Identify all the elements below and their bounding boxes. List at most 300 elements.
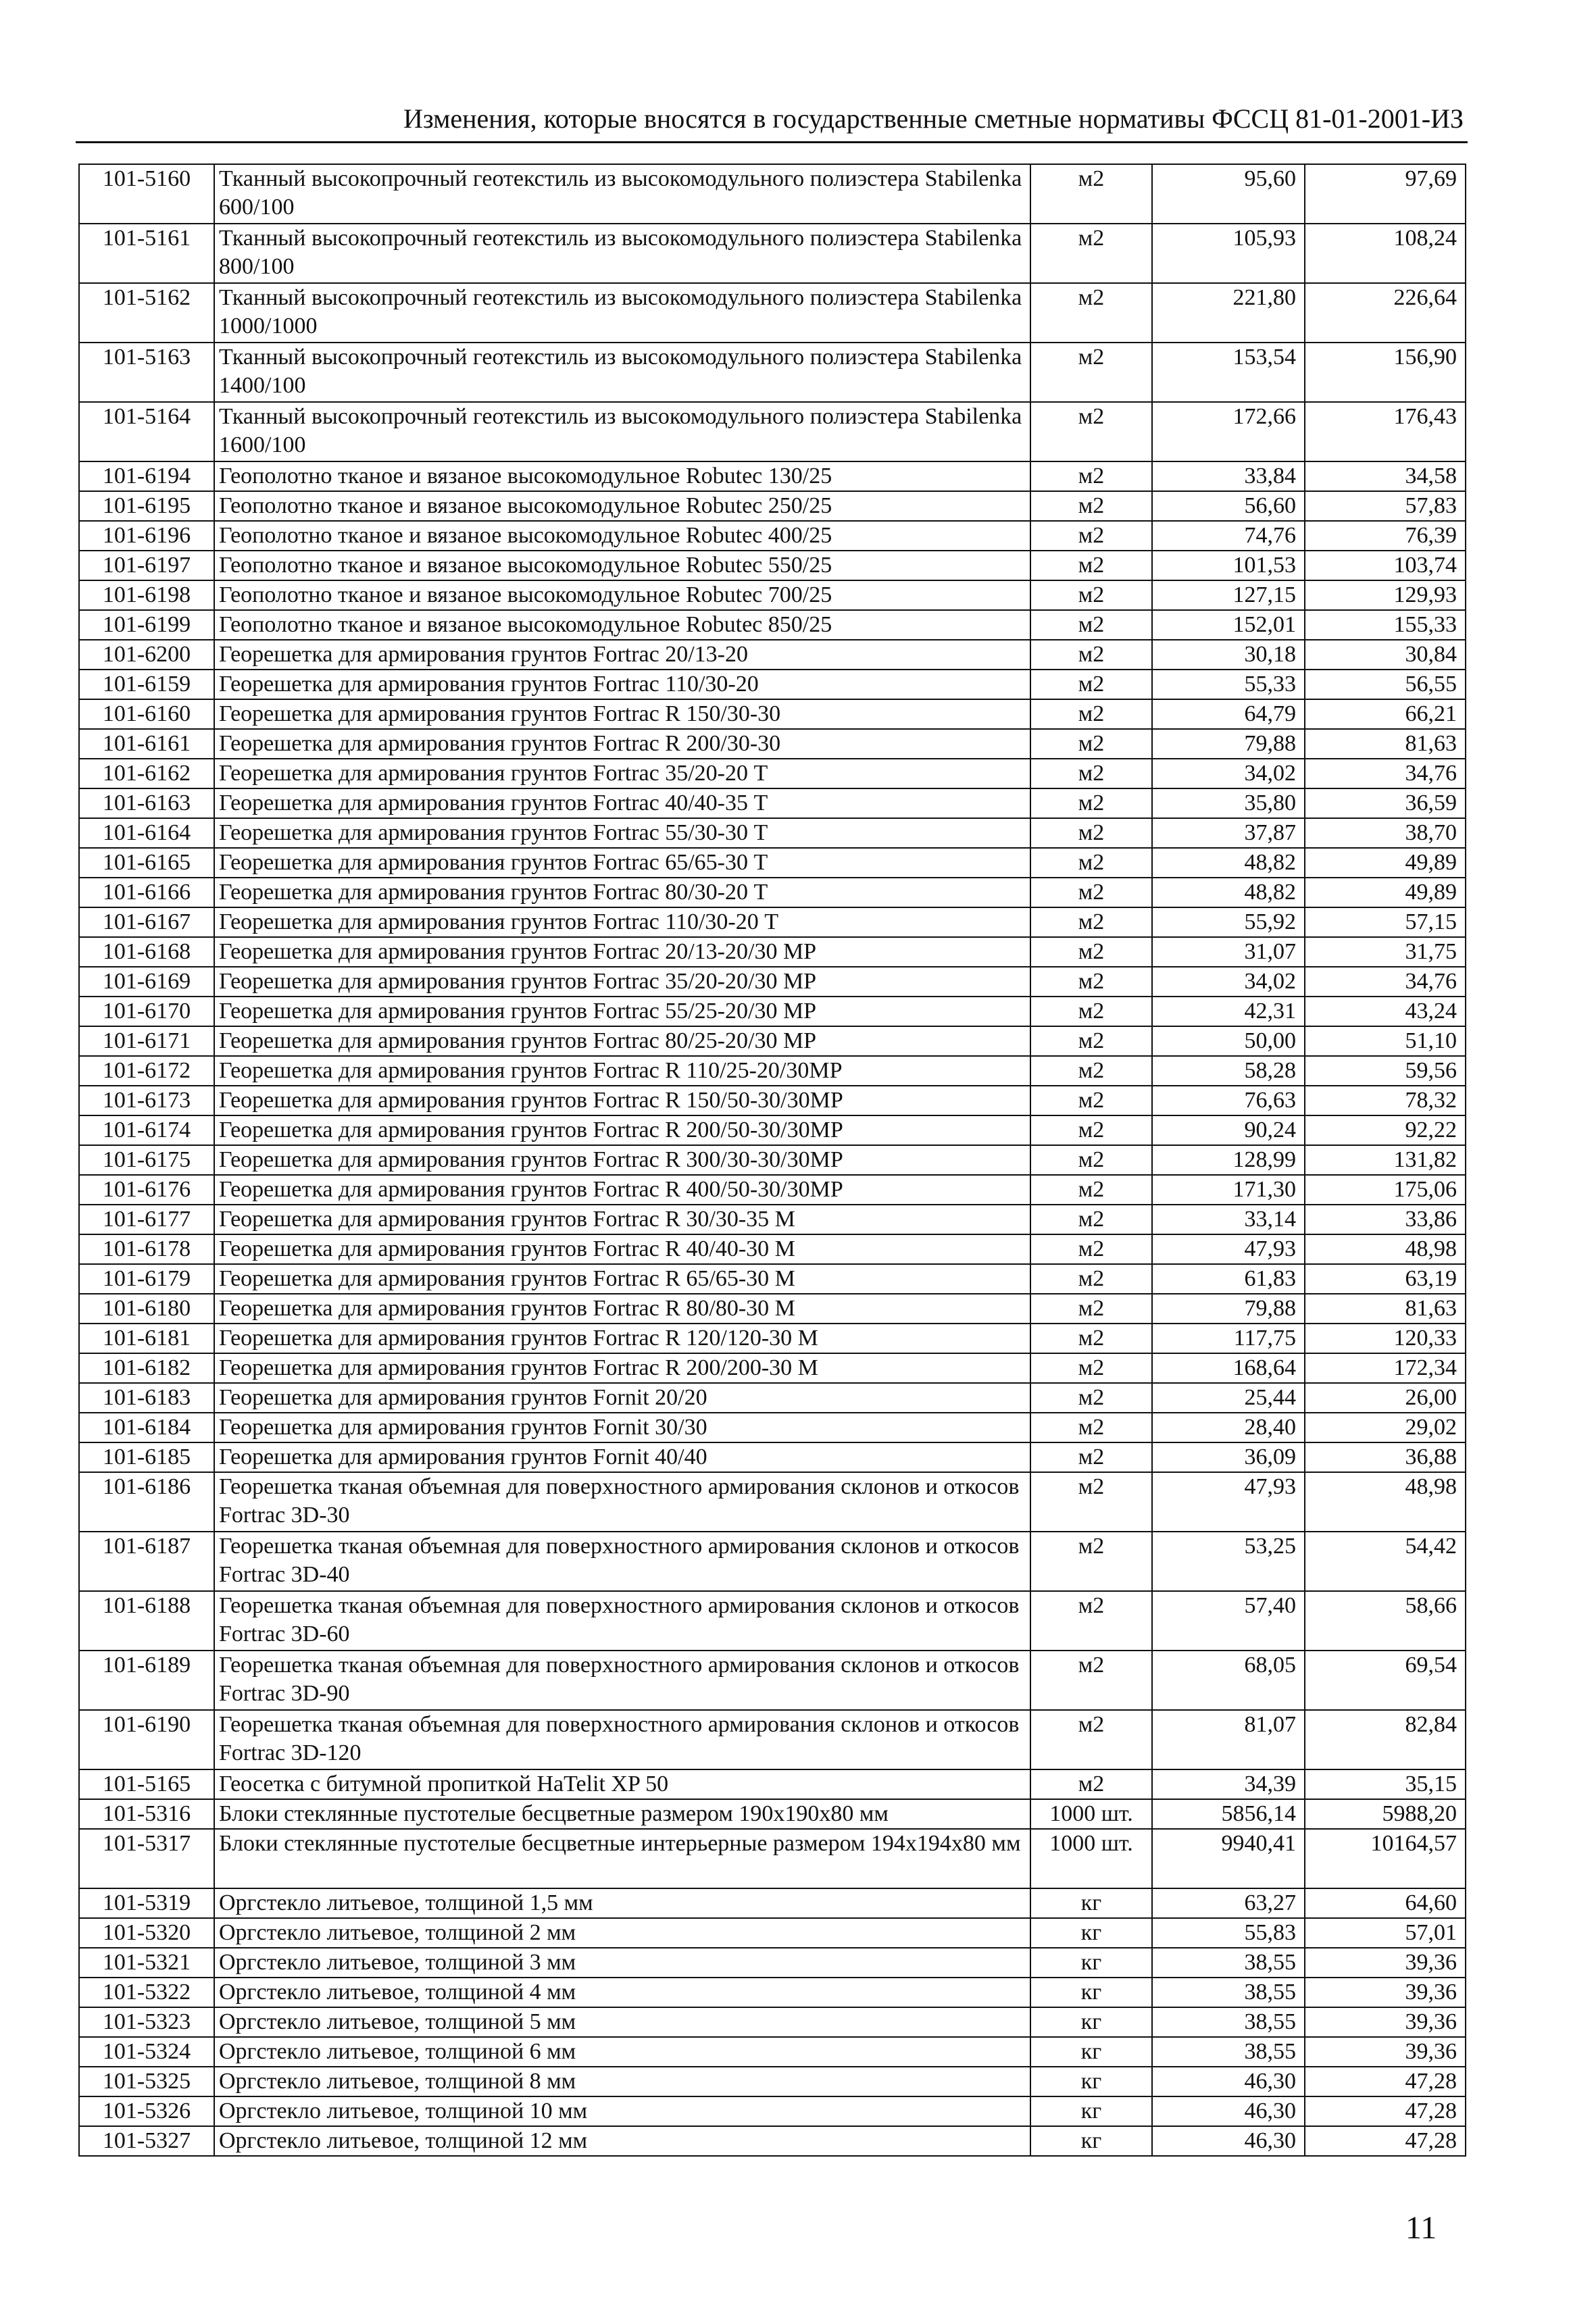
cell-price-1: 127,15 [1152,580,1305,610]
cell-price-2: 38,70 [1305,818,1466,848]
table-row [79,491,1466,521]
cell-name: Георешетка для армирования грунтов Fortrac R 200/200-30 М [214,1353,1030,1383]
cell-price-2: 10164,57 [1305,1829,1466,1888]
cell-price-1: 57,40 [1152,1591,1305,1651]
cell-unit: м2 [1030,491,1152,521]
cell-code: 101-5162 [79,283,214,343]
cell-price-2: 64,60 [1305,1888,1466,1918]
cell-price-1: 90,24 [1152,1115,1305,1145]
cell-price-2: 49,89 [1305,848,1466,878]
cell-code: 101-6177 [79,1205,214,1234]
cell-unit: м2 [1030,224,1152,283]
cell-price-2: 48,98 [1305,1234,1466,1264]
cell-name: Тканный высокопрочный геотекстиль из высокомодульного полиэстера Stabilenka 1000/1000 [214,283,1030,343]
cell-price-2: 54,42 [1305,1532,1466,1591]
cell-unit: м2 [1030,283,1152,343]
table-row [79,1026,1466,1056]
cell-price-1: 63,27 [1152,1888,1305,1918]
cell-price-2: 56,55 [1305,670,1466,699]
cell-price-1: 47,93 [1152,1234,1305,1264]
table-row [79,1769,1466,1799]
table-row [79,2007,1466,2037]
cell-name: Тканный высокопрочный геотекстиль из высокомодульного полиэстера Stabilenka 1600/100 [214,402,1030,461]
table-row [79,521,1466,551]
cell-name: Блоки стеклянные пустотелые бесцветные размером 190x190x80 мм [214,1799,1030,1829]
table-row [79,848,1466,878]
cell-name: Георешетка для армирования грунтов Fortrac 35/20-20/30 МР [214,967,1030,997]
cell-unit: м2 [1030,1294,1152,1324]
cell-price-1: 64,79 [1152,699,1305,729]
cell-unit: кг [1030,2037,1152,2067]
cell-code: 101-6182 [79,1353,214,1383]
cell-code: 101-6179 [79,1264,214,1294]
cell-unit: м2 [1030,610,1152,640]
table-row [79,551,1466,580]
cell-unit: 1000 шт. [1030,1799,1152,1829]
table-row [79,670,1466,699]
cell-unit: м2 [1030,997,1152,1026]
table-row [79,1145,1466,1175]
cell-code: 101-6160 [79,699,214,729]
cell-code: 101-6169 [79,967,214,997]
cell-unit: м2 [1030,937,1152,967]
cell-price-1: 38,55 [1152,1948,1305,1978]
cell-name: Тканный высокопрочный геотекстиль из высокомодульного полиэстера Stabilenka 600/100 [214,164,1030,224]
table-row [79,1294,1466,1324]
cell-price-2: 57,15 [1305,907,1466,937]
cell-name: Георешетка для армирования грунтов Fortrac R 80/80-30 М [214,1294,1030,1324]
cell-code: 101-6170 [79,997,214,1026]
cell-name: Оргстекло литьевое, толщиной 8 мм [214,2067,1030,2096]
cell-name: Георешетка для армирования грунтов Fortrac 35/20-20 Т [214,759,1030,788]
cell-name: Георешетка для армирования грунтов Fortrac 65/65-30 Т [214,848,1030,878]
cell-name: Георешетка для армирования грунтов Fortrac R 40/40-30 М [214,1234,1030,1264]
cell-price-1: 9940,41 [1152,1829,1305,1888]
cell-name: Геополотно тканое и вязаное высокомодульное Robutec 400/25 [214,521,1030,551]
cell-unit: м2 [1030,1442,1152,1472]
table-row [79,402,1466,461]
cell-code: 101-6198 [79,580,214,610]
cell-name: Оргстекло литьевое, толщиной 4 мм [214,1978,1030,2007]
cell-price-1: 81,07 [1152,1710,1305,1769]
cell-price-1: 55,92 [1152,907,1305,937]
cell-code: 101-5325 [79,2067,214,2096]
cell-code: 101-5324 [79,2037,214,2067]
cell-unit: м2 [1030,1056,1152,1086]
cell-price-1: 61,83 [1152,1264,1305,1294]
cell-price-2: 47,28 [1305,2096,1466,2126]
cell-name: Георешетка для армирования грунтов Fortrac 110/30-20 Т [214,907,1030,937]
cell-price-1: 55,83 [1152,1918,1305,1948]
cell-name: Георешетка для армирования грунтов Fortrac 20/13-20/30 МР [214,937,1030,967]
cell-unit: м2 [1030,1591,1152,1651]
cell-name: Георешетка для армирования грунтов Fortrac R 65/65-30 М [214,1264,1030,1294]
cell-name: Тканный высокопрочный геотекстиль из высокомодульного полиэстера Stabilenka 800/100 [214,224,1030,283]
table-row [79,907,1466,937]
cell-price-1: 153,54 [1152,343,1305,402]
cell-price-2: 26,00 [1305,1383,1466,1413]
cell-name: Георешетка для армирования грунтов Fortrac 55/25-20/30 МР [214,997,1030,1026]
table-row [79,1324,1466,1353]
cell-unit: м2 [1030,402,1152,461]
cell-price-2: 108,24 [1305,224,1466,283]
cell-unit: м2 [1030,1264,1152,1294]
cell-name: Георешетка тканая объемная для поверхностного армирования склонов и откосов Fortrac 3D-40 [214,1532,1030,1591]
table-row [79,2096,1466,2126]
cell-name: Геополотно тканое и вязаное высокомодульное Robutec 550/25 [214,551,1030,580]
cell-code: 101-5327 [79,2126,214,2156]
cell-unit: м2 [1030,878,1152,907]
table-row [79,1383,1466,1413]
cell-name: Георешетка для армирования грунтов Fortrac R 110/25-20/30MP [214,1056,1030,1086]
cell-code: 101-5161 [79,224,214,283]
table-row [79,1591,1466,1651]
cell-code: 101-6164 [79,818,214,848]
table-row [79,461,1466,491]
cell-unit: кг [1030,1978,1152,2007]
cell-price-2: 39,36 [1305,2037,1466,2067]
cell-code: 101-6173 [79,1086,214,1115]
cell-unit: м2 [1030,343,1152,402]
cell-price-1: 34,02 [1152,967,1305,997]
cell-price-1: 101,53 [1152,551,1305,580]
cell-price-2: 156,90 [1305,343,1466,402]
table-row [79,640,1466,670]
cell-name: Георешетка для армирования грунтов Fortrac R 150/30-30 [214,699,1030,729]
cell-price-2: 35,15 [1305,1769,1466,1799]
table-row [79,2067,1466,2096]
cell-price-1: 35,80 [1152,788,1305,818]
cell-code: 101-6172 [79,1056,214,1086]
cell-price-2: 172,34 [1305,1353,1466,1383]
cell-name: Георешетка для армирования грунтов Fortrac 110/30-20 [214,670,1030,699]
cell-price-2: 81,63 [1305,729,1466,759]
cell-price-1: 33,14 [1152,1205,1305,1234]
cell-price-2: 34,76 [1305,759,1466,788]
cell-name: Геополотно тканое и вязаное высокомодульное Robutec 850/25 [214,610,1030,640]
cell-name: Георешетка для армирования грунтов Fortrac 80/30-20 Т [214,878,1030,907]
cell-price-2: 43,24 [1305,997,1466,1026]
cell-price-2: 47,28 [1305,2126,1466,2156]
cell-price-2: 226,64 [1305,283,1466,343]
cell-unit: кг [1030,2096,1152,2126]
cell-price-1: 34,02 [1152,759,1305,788]
table-row [79,1710,1466,1769]
cell-price-1: 168,64 [1152,1353,1305,1383]
table-row [79,1264,1466,1294]
cell-name: Геосетка с битумной пропиткой HaTelit XP 50 [214,1769,1030,1799]
cell-price-2: 57,01 [1305,1918,1466,1948]
cell-price-1: 46,30 [1152,2067,1305,2096]
cell-price-2: 39,36 [1305,2007,1466,2037]
cell-price-1: 50,00 [1152,1026,1305,1056]
cell-price-1: 171,30 [1152,1175,1305,1205]
table-row [79,1175,1466,1205]
cell-price-2: 33,86 [1305,1205,1466,1234]
cell-name: Георешетка тканая объемная для поверхностного армирования склонов и откосов Fortrac 3D-30 [214,1472,1030,1532]
cell-name: Георешетка для армирования грунтов Fortrac R 120/120-30 М [214,1324,1030,1353]
cell-price-2: 30,84 [1305,640,1466,670]
cell-code: 101-6187 [79,1532,214,1591]
cell-price-2: 66,21 [1305,699,1466,729]
cell-unit: м2 [1030,640,1152,670]
cell-unit: м2 [1030,1026,1152,1056]
cell-unit: 1000 шт. [1030,1829,1152,1888]
cell-price-1: 5856,14 [1152,1799,1305,1829]
cell-price-1: 58,28 [1152,1056,1305,1086]
cell-code: 101-5321 [79,1948,214,1978]
cell-price-2: 5988,20 [1305,1799,1466,1829]
cell-price-1: 28,40 [1152,1413,1305,1442]
cell-code: 101-6159 [79,670,214,699]
cell-name: Георешетка тканая объемная для поверхностного армирования склонов и откосов Fortrac 3D-120 [214,1710,1030,1769]
cell-price-2: 92,22 [1305,1115,1466,1145]
cell-name: Блоки стеклянные пустотелые бесцветные интерьерные размером 194x194x80 мм [214,1829,1030,1888]
table-row [79,343,1466,402]
table-row [79,1799,1466,1829]
cell-price-2: 34,58 [1305,461,1466,491]
cell-code: 101-6171 [79,1026,214,1056]
cell-code: 101-5320 [79,1918,214,1948]
cell-unit: м2 [1030,1472,1152,1532]
table-row [79,1056,1466,1086]
cell-price-2: 82,84 [1305,1710,1466,1769]
table-row [79,1353,1466,1383]
cell-code: 101-5319 [79,1888,214,1918]
cell-price-1: 56,60 [1152,491,1305,521]
table-row [79,788,1466,818]
cell-name: Оргстекло литьевое, толщиной 6 мм [214,2037,1030,2067]
table-row [79,878,1466,907]
cell-code: 101-5322 [79,1978,214,2007]
table-row [79,1948,1466,1978]
cell-unit: м2 [1030,1383,1152,1413]
cell-name: Георешетка для армирования грунтов Fortrac 55/30-30 Т [214,818,1030,848]
cell-price-1: 37,87 [1152,818,1305,848]
cell-unit: м2 [1030,551,1152,580]
cell-price-2: 176,43 [1305,402,1466,461]
cell-price-2: 39,36 [1305,1948,1466,1978]
cell-price-2: 29,02 [1305,1413,1466,1442]
table-row [79,1234,1466,1264]
cell-price-1: 38,55 [1152,2007,1305,2037]
cell-name: Оргстекло литьевое, толщиной 10 мм [214,2096,1030,2126]
table-row [79,1413,1466,1442]
cell-price-2: 39,36 [1305,1978,1466,2007]
cell-price-1: 79,88 [1152,729,1305,759]
table-row [79,937,1466,967]
cell-unit: м2 [1030,1413,1152,1442]
cell-price-1: 105,93 [1152,224,1305,283]
cell-price-1: 46,30 [1152,2126,1305,2156]
table-row [79,729,1466,759]
cell-code: 101-6185 [79,1442,214,1472]
cell-price-1: 38,55 [1152,1978,1305,2007]
cell-price-2: 78,32 [1305,1086,1466,1115]
cell-unit: м2 [1030,759,1152,788]
cell-code: 101-6176 [79,1175,214,1205]
cell-price-1: 34,39 [1152,1769,1305,1799]
cell-price-2: 120,33 [1305,1324,1466,1353]
cell-price-1: 33,84 [1152,461,1305,491]
cell-code: 101-6195 [79,491,214,521]
cell-name: Георешетка для армирования грунтов Fortrac 20/13-20 [214,640,1030,670]
cell-code: 101-5316 [79,1799,214,1829]
cell-unit: м2 [1030,1710,1152,1769]
cell-code: 101-6178 [79,1234,214,1264]
cell-price-1: 76,63 [1152,1086,1305,1115]
cell-price-1: 95,60 [1152,164,1305,224]
cell-price-2: 76,39 [1305,521,1466,551]
cell-unit: м2 [1030,788,1152,818]
table-row [79,1472,1466,1532]
cell-price-2: 81,63 [1305,1294,1466,1324]
cell-name: Оргстекло литьевое, толщиной 3 мм [214,1948,1030,1978]
price-table-body [79,164,1466,2156]
cell-price-2: 36,88 [1305,1442,1466,1472]
cell-code: 101-6200 [79,640,214,670]
table-row [79,2037,1466,2067]
cell-price-2: 131,82 [1305,1145,1466,1175]
cell-price-1: 46,30 [1152,2096,1305,2126]
cell-unit: м2 [1030,1532,1152,1591]
cell-unit: м2 [1030,164,1152,224]
cell-code: 101-6166 [79,878,214,907]
cell-price-1: 68,05 [1152,1651,1305,1710]
table-row [79,997,1466,1026]
cell-unit: м2 [1030,848,1152,878]
table-row [79,610,1466,640]
cell-code: 101-6194 [79,461,214,491]
cell-price-1: 48,82 [1152,878,1305,907]
cell-price-1: 117,75 [1152,1324,1305,1353]
cell-code: 101-6165 [79,848,214,878]
cell-unit: м2 [1030,907,1152,937]
cell-code: 101-6196 [79,521,214,551]
cell-unit: кг [1030,1948,1152,1978]
cell-price-2: 47,28 [1305,2067,1466,2096]
table-row [79,1442,1466,1472]
table-row [79,1115,1466,1145]
cell-code: 101-5164 [79,402,214,461]
table-row [79,759,1466,788]
cell-unit: м2 [1030,461,1152,491]
cell-unit: кг [1030,1918,1152,1948]
cell-price-2: 31,75 [1305,937,1466,967]
cell-unit: м2 [1030,967,1152,997]
cell-code: 101-6199 [79,610,214,640]
cell-price-2: 63,19 [1305,1264,1466,1294]
cell-code: 101-5163 [79,343,214,402]
cell-unit: м2 [1030,1651,1152,1710]
table-row [79,224,1466,283]
cell-code: 101-6188 [79,1591,214,1651]
cell-name: Геополотно тканое и вязаное высокомодульное Robutec 250/25 [214,491,1030,521]
cell-price-2: 175,06 [1305,1175,1466,1205]
cell-name: Георешетка для армирования грунтов Fortrac R 150/50-30/30MP [214,1086,1030,1115]
cell-price-2: 69,54 [1305,1651,1466,1710]
cell-price-1: 48,82 [1152,848,1305,878]
cell-unit: кг [1030,1888,1152,1918]
cell-unit: м2 [1030,670,1152,699]
cell-unit: м2 [1030,1145,1152,1175]
cell-price-1: 221,80 [1152,283,1305,343]
cell-name: Георешетка для армирования грунтов Fortrac 80/25-20/30 МР [214,1026,1030,1056]
cell-price-2: 155,33 [1305,610,1466,640]
cell-price-2: 129,93 [1305,580,1466,610]
page-number: 11 [1405,2210,1437,2246]
cell-name: Оргстекло литьевое, толщиной 1,5 мм [214,1888,1030,1918]
table-row [79,1829,1466,1888]
cell-unit: м2 [1030,699,1152,729]
cell-price-1: 47,93 [1152,1472,1305,1532]
cell-price-1: 31,07 [1152,937,1305,967]
cell-unit: м2 [1030,1353,1152,1383]
cell-name: Георешетка тканая объемная для поверхностного армирования склонов и откосов Fortrac 3D-60 [214,1591,1030,1651]
cell-price-2: 48,98 [1305,1472,1466,1532]
cell-unit: кг [1030,2067,1152,2096]
cell-price-1: 55,33 [1152,670,1305,699]
cell-price-1: 74,76 [1152,521,1305,551]
cell-code: 101-6168 [79,937,214,967]
cell-code: 101-6184 [79,1413,214,1442]
cell-name: Георешетка для армирования грунтов Fornit 20/20 [214,1383,1030,1413]
cell-unit: м2 [1030,1205,1152,1234]
cell-price-1: 25,44 [1152,1383,1305,1413]
table-row [79,818,1466,848]
price-table [78,164,1466,2157]
cell-price-1: 128,99 [1152,1145,1305,1175]
cell-unit: м2 [1030,1115,1152,1145]
table-row [79,1532,1466,1591]
cell-price-1: 172,66 [1152,402,1305,461]
cell-code: 101-5165 [79,1769,214,1799]
page-header: Изменения, которые вносятся в государственные сметные нормативы ФССЦ 81-01-2001-ИЗ [403,103,1464,134]
cell-code: 101-6161 [79,729,214,759]
cell-unit: м2 [1030,1086,1152,1115]
cell-unit: м2 [1030,729,1152,759]
cell-code: 101-5326 [79,2096,214,2126]
cell-code: 101-6175 [79,1145,214,1175]
cell-unit: м2 [1030,1175,1152,1205]
cell-name: Георешетка для армирования грунтов Fornit 40/40 [214,1442,1030,1472]
table-row [79,1651,1466,1710]
cell-price-1: 79,88 [1152,1294,1305,1324]
cell-unit: м2 [1030,521,1152,551]
cell-name: Тканный высокопрочный геотекстиль из высокомодульного полиэстера Stabilenka 1400/100 [214,343,1030,402]
cell-name: Оргстекло литьевое, толщиной 2 мм [214,1918,1030,1948]
cell-price-1: 152,01 [1152,610,1305,640]
table-row [79,580,1466,610]
table-row [79,1978,1466,2007]
cell-unit: м2 [1030,1769,1152,1799]
cell-name: Оргстекло литьевое, толщиной 12 мм [214,2126,1030,2156]
cell-price-2: 34,76 [1305,967,1466,997]
header-rule [76,141,1468,143]
table-row [79,967,1466,997]
cell-price-1: 30,18 [1152,640,1305,670]
cell-name: Георешетка для армирования грунтов Fornit 30/30 [214,1413,1030,1442]
table-row [79,2126,1466,2156]
cell-code: 101-6189 [79,1651,214,1710]
cell-code: 101-6167 [79,907,214,937]
cell-price-2: 97,69 [1305,164,1466,224]
cell-name: Георешетка для армирования грунтов Fortrac R 300/30-30/30MP [214,1145,1030,1175]
cell-code: 101-6174 [79,1115,214,1145]
table-row [79,699,1466,729]
cell-name: Георешетка для армирования грунтов Fortrac R 400/50-30/30MP [214,1175,1030,1205]
cell-price-1: 42,31 [1152,997,1305,1026]
